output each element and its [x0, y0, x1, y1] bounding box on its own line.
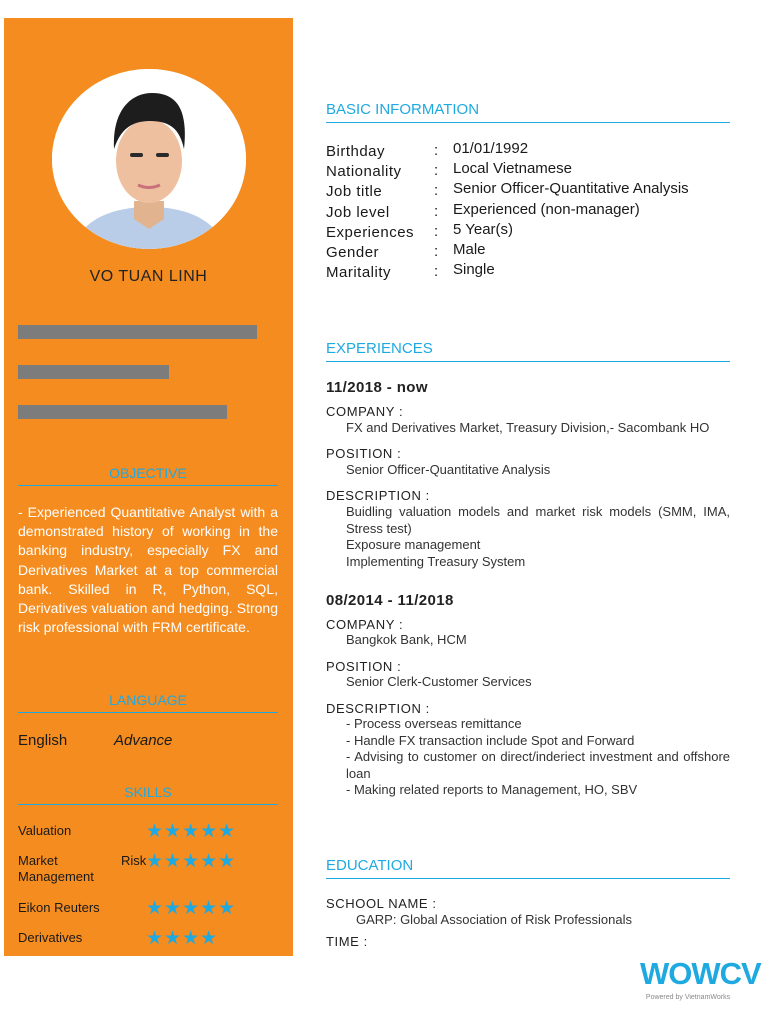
company-label: COMPANY : — [326, 404, 404, 419]
position-label: POSITION : — [326, 659, 402, 674]
description-list — [346, 716, 730, 799]
info-colon: : — [434, 162, 439, 180]
redacted-contact-line — [18, 365, 169, 379]
info-value: 01/01/1992 — [453, 140, 529, 157]
info-colon: : — [434, 202, 439, 220]
experience-period: 08/2014 - 11/2018 — [326, 592, 454, 609]
objective-text: - Experienced Quantitative Analyst with a demonstrated history of working in the banking industry, especially FX and Derivatives Market at a top commercial bank. Skilled in R, Python, SQL, Derivatives valuation and hedging. Strong risk professional with FRM certificate. — [18, 504, 278, 636]
company-label: COMPANY : — [326, 617, 404, 632]
basic-information-heading: BASIC INFORMATION — [326, 101, 730, 123]
basic-information-table — [326, 140, 730, 281]
language-level: Advance — [114, 732, 173, 749]
school-name: GARP: Global Association of Risk Professionals — [356, 912, 633, 927]
info-value: Male — [453, 240, 486, 258]
star-rating-icon: ★★★★★ — [146, 851, 237, 872]
description-label: DESCRIPTION : — [326, 488, 430, 503]
description-label: DESCRIPTION : — [326, 701, 430, 716]
info-colon: : — [434, 222, 439, 240]
info-key: Birthday — [326, 143, 386, 160]
info-row — [326, 261, 730, 281]
sidebar — [4, 18, 293, 956]
info-row — [326, 241, 730, 261]
info-colon: : — [434, 263, 439, 281]
education-heading: EDUCATION — [326, 857, 730, 879]
info-colon: : — [434, 142, 439, 159]
time-label: TIME : — [326, 934, 368, 949]
company-name: Bangkok Bank, HCM — [346, 632, 467, 647]
skill-name: Market Management — [18, 853, 94, 884]
info-value: Senior Officer-Quantitative Analysis — [453, 180, 689, 198]
info-key: Job level — [326, 203, 390, 221]
experience-period: 11/2018 - now — [326, 379, 428, 396]
info-key: Nationality — [326, 163, 402, 181]
info-key: Job title — [326, 183, 383, 201]
language-name: English — [18, 732, 68, 749]
skill-name: Derivatives — [18, 930, 83, 945]
wowcv-logo-text: WOWCV — [640, 956, 761, 991]
info-row — [326, 160, 730, 180]
redacted-contact-line — [18, 325, 257, 339]
info-value: 5 Year(s) — [453, 220, 514, 238]
description-item: - Advising to customer on direct/inderiect investment and offshore loan — [346, 749, 730, 781]
redacted-contact-line — [18, 405, 227, 419]
position-name: Senior Officer-Quantitative Analysis — [346, 462, 551, 477]
skills-heading: SKILLS — [18, 784, 278, 805]
objective-heading: OBJECTIVE — [18, 465, 278, 486]
star-rating-icon: ★★★★★ — [146, 821, 237, 842]
description-item: - Handle FX transaction include Spot and Forward — [346, 732, 635, 748]
skill-name: Eikon Reuters — [18, 900, 100, 915]
language-heading: LANGUAGE — [18, 692, 278, 713]
description-item: Implementing Treasury System — [346, 553, 526, 569]
info-value: Local Vietnamese — [453, 160, 572, 178]
position-label: POSITION : — [326, 446, 402, 461]
info-key: Maritality — [326, 264, 392, 282]
info-value: Experienced (non-manager) — [453, 200, 640, 218]
candidate-name: VO TUAN LINH — [89, 268, 208, 285]
info-key: Experiences — [326, 223, 415, 241]
info-row — [326, 221, 730, 241]
star-rating-icon: ★★★★ — [146, 928, 219, 949]
skill-name-suffix: Risk — [121, 853, 147, 868]
description-item: Buidling valuation models and market risk models (SMM, IMA, Stress test) — [346, 504, 730, 536]
school-name-label: SCHOOL NAME : — [326, 896, 437, 911]
wowcv-logo — [640, 956, 761, 1001]
description-item: - Making related reports to Management, HO, SBV — [346, 782, 638, 798]
company-name: FX and Derivatives Market, Treasury Division,- Sacombank HO — [346, 420, 710, 435]
profile-photo — [52, 69, 246, 249]
info-row — [326, 201, 730, 221]
star-rating-icon: ★★★★★ — [146, 898, 237, 919]
skill-name: Valuation — [18, 823, 72, 838]
experiences-heading: EXPERIENCES — [326, 340, 730, 362]
info-row — [326, 140, 730, 160]
description-item: Exposure management — [346, 537, 481, 553]
info-value: Single — [453, 261, 495, 279]
powered-by-text: Powered by VietnamWorks — [645, 994, 731, 1001]
description-item: - Process overseas remittance — [346, 716, 522, 731]
info-row — [326, 180, 730, 200]
info-colon: : — [434, 182, 439, 200]
info-key: Gender — [326, 243, 380, 261]
person-avatar-icon — [52, 69, 246, 249]
info-colon: : — [434, 242, 439, 260]
position-name: Senior Clerk-Customer Services — [346, 674, 532, 689]
description-list — [346, 504, 730, 570]
